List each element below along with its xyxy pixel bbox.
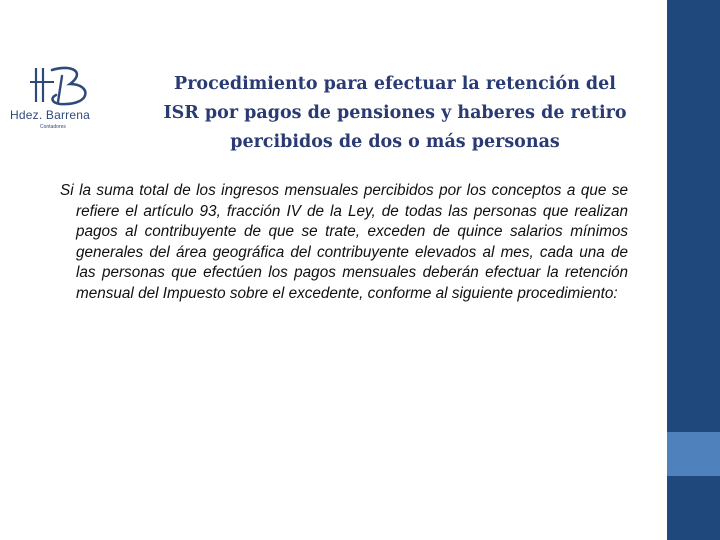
sidebar-decoration-bottom — [667, 476, 720, 540]
logo-subtitle: Contadores — [40, 124, 66, 130]
body-paragraph: Si la suma total de los ingresos mensuales percibidos por los conceptos a que se refiere el artículo 93, fracción IV de la Ley, de todas las personas que realizan pagos al contribuyente de que se trate, exceden de quince salarios mínimos generales del área geográfica del contribuyente elevados al mes, cada una de las personas que efectúen los pagos mensuales deberán efectuar la retención mensual del Impuesto sobre el excedente, conforme al siguiente procedimiento: — [60, 182, 628, 302]
logo-name: Hdez. Barrena — [10, 108, 90, 122]
hb-monogram-icon — [6, 62, 106, 112]
company-logo — [6, 62, 106, 132]
title-line-2: ISR por pagos de pensiones y haberes de retiro — [163, 103, 627, 123]
slide-title — [150, 70, 640, 157]
sidebar-decoration-top — [667, 0, 720, 432]
sidebar-decoration-accent — [667, 432, 720, 476]
title-line-1: Procedimiento para efectuar la retención del — [174, 74, 616, 94]
title-line-3: percibidos de dos o más personas — [230, 132, 560, 152]
